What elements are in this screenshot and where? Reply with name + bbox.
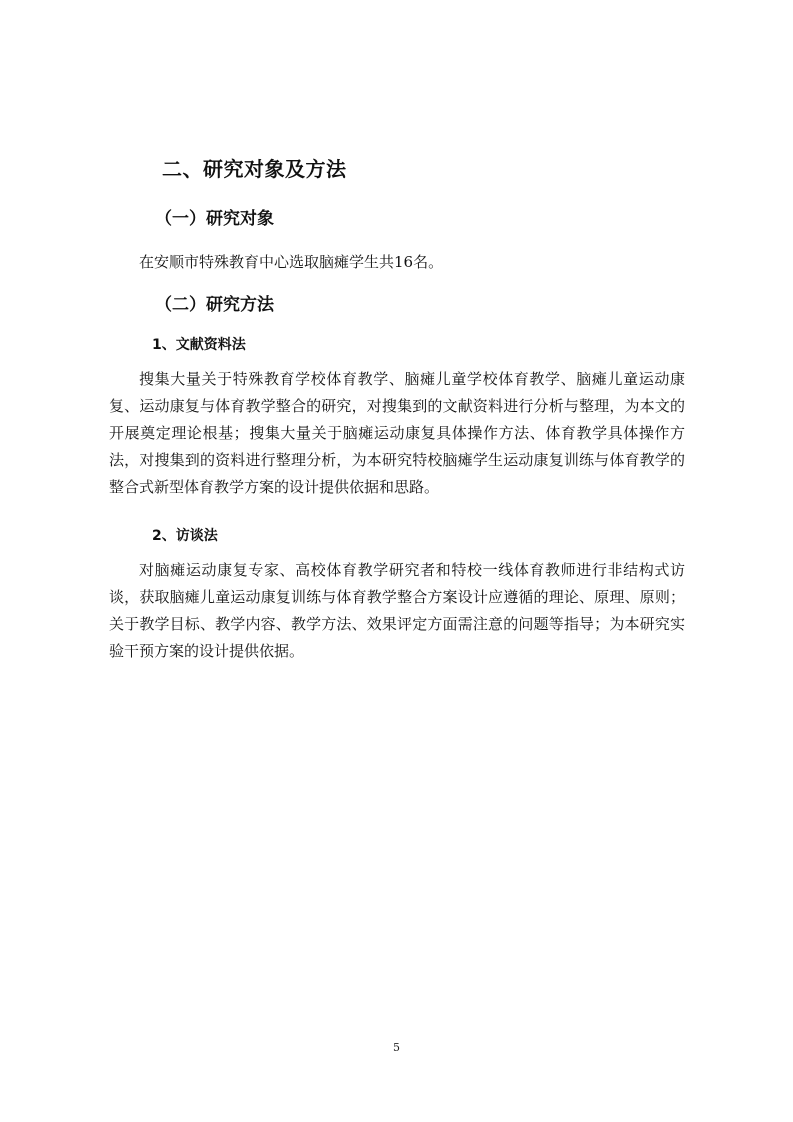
subsection-heading-research-subjects: （一）研究对象 (155, 209, 274, 229)
method-heading-interview: 2、访谈法 (152, 528, 218, 544)
method-heading-literature: 1、文献资料法 (152, 337, 246, 353)
paragraph-literature-method: 搜集大量关于特殊教育学校体育教学、脑瘫儿童学校体育教学、脑瘫儿童运动康复、运动康复与体育教学整合的研究，对搜集到的文献资料进行分析与整理，为本文的开展奠定理论根基；搜集大量关于脑瘫运动康复具体操作方法、体育教学具体操作方法，对搜集到的资料进行整理分析，为本研究特校脑瘫学生运动康复训练与体育教学的整合式新型体育教学方案的设计提供依据和思路。 (109, 370, 685, 496)
paragraph-interview-method: 对脑瘫运动康复专家、高校体育教学研究者和特校一线体育教师进行非结构式访谈，获取脑瘫儿童运动康复训练与体育教学整合方案设计应遵循的理论、原理、原则；关于教学目标、教学内容、教学方法、效果评定方面需注意的问题等指导；为本研究实验干预方案的设计提供依据。 (109, 561, 685, 660)
paragraph-research-subjects: 在安顺市特殊教育中心选取脑瘫学生共16名。 (139, 253, 444, 271)
subsection-heading-research-methods: （二）研究方法 (155, 295, 274, 315)
page-number: 5 (393, 1041, 400, 1054)
section-heading: 二、研究对象及方法 (162, 157, 347, 181)
